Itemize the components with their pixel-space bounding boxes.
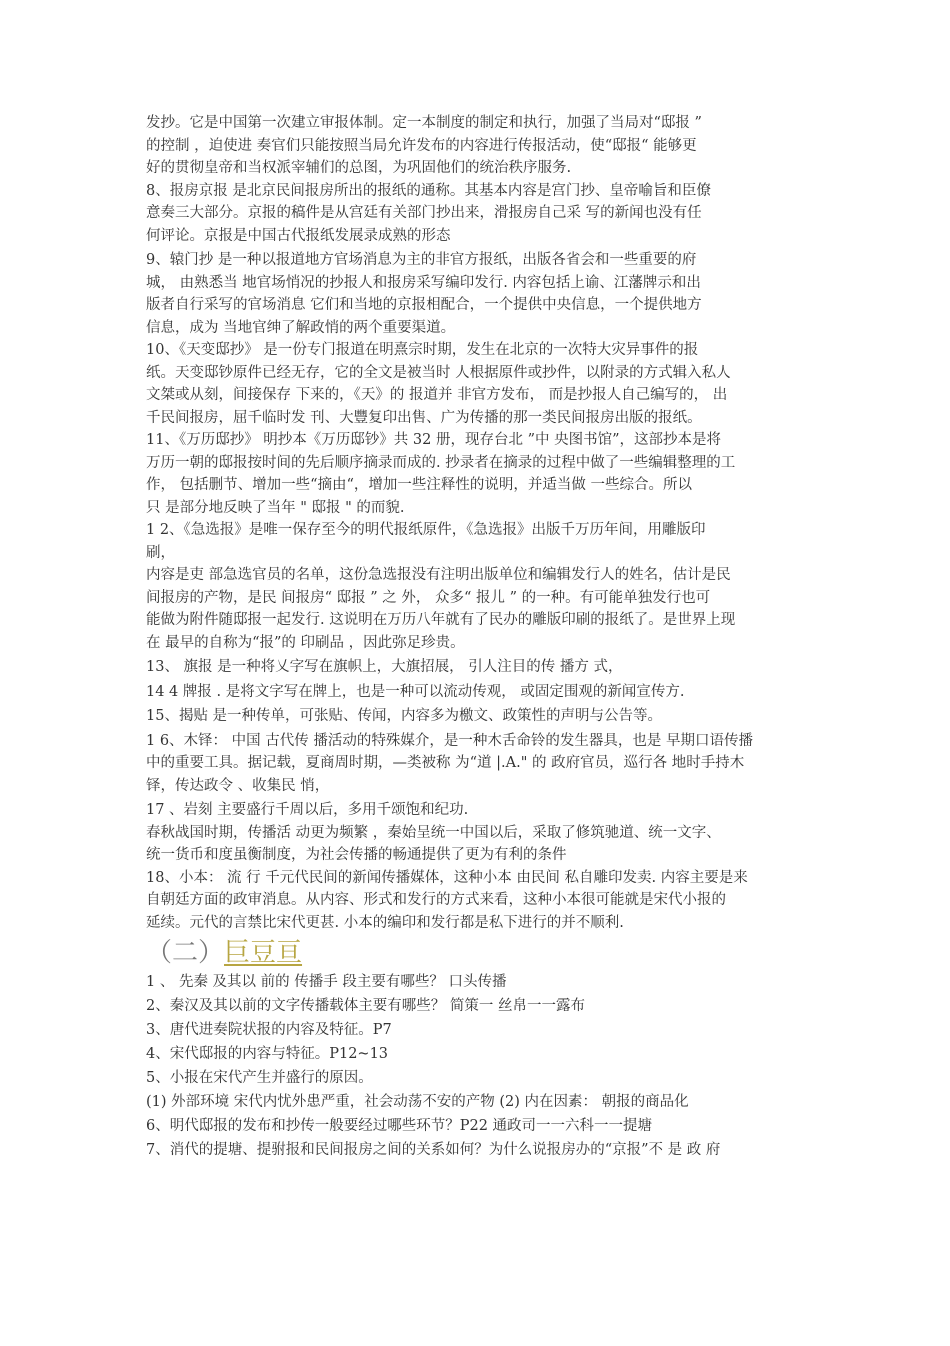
text-line: 文桀或从刻，间接保存 下来的，《天》的 报道并 非官方发布， 而是抄报人自己编写的， 出 [146, 387, 728, 403]
text-line: 纸。天变邸钞原件已经无存，它的全文是被当时 人根据原件或抄件，以附录的方式辑入私人 [146, 364, 731, 381]
text-line: 1 2、《急选报》是唯一保存至今的明代报纸原件，《急选报》出版千万历年间，用雕版印 [146, 522, 706, 538]
text-line: 千民间报房，屈千临时发 刊、大豐复印出售、广为传播的那一类民间报房出版的报纸。 [146, 409, 702, 426]
question-item: (1) 外部环境 宋代内忧外患严重，社会动荡不安的产物 (2) 内在因素： 朝报的商品化 [146, 1094, 689, 1110]
text-line: 版者自行采写的官场消息 它们和当地的京报相配合，一个提供中央信息，一个提供地方 [146, 297, 702, 313]
text-line: 在 最早的自称为“报”的 印刷品 ，因此弥足珍贵。 [146, 634, 465, 651]
question-item: 5、小报在宋代产生并盛行的原因。 [146, 1070, 373, 1086]
paragraph-tianbian-dichao [146, 339, 836, 429]
text-line: 何评论。京报是中国古代报纸发展录成熟的形态 [146, 227, 451, 244]
text-line: 统一货币和度虽衡制度，为社会传播的畅通提供了更为有利的条件 [146, 847, 567, 863]
text-line: 间报房的产物，是民 间报房“ 邸报 ” 之 外， 众多“ 报儿 ” 的一种。有可能单独发行也可 [146, 589, 711, 606]
paragraph-yanke [146, 799, 836, 867]
paragraph-jixuanbao [146, 519, 836, 654]
question-item: 7、消代的提塘、提驸报和民间报房之间的关系如何？为什么说报房办的“京报”不 是 政 府 [146, 1142, 721, 1158]
question-item: 3、唐代进奏院状报的内容及特征。P7 [146, 1022, 392, 1038]
text-line: 延续。元代的言禁比宋代更甚. 小本的编印和发行都是私下进行的并不顺利. [146, 914, 624, 931]
text-line: 春秋战国时期，传播活 动更为频繁 ，秦始呈统一中国以后，采取了修筑驰道、统一文字、 [146, 824, 721, 841]
question-item: 1 、 先秦 及其以 前的 传播手 段主要有哪些？ 口头传播 [146, 974, 507, 990]
paragraph-jingbao [146, 180, 836, 248]
question-list [146, 970, 836, 1162]
section-label: （二） [146, 938, 225, 968]
text-line: 中的重要工具。据记载，夏商周时期，—类被称 为“道 |.A." 的 政府官员，巡行各 地时手持木 [146, 755, 745, 771]
text-line: 能做为附件随邸报一起发行. 这说明在万历八年就有了民办的雕版印刷的报纸了。是世界上现 [146, 612, 736, 628]
paragraph-paibao: 14 4 牌报 . 是将文字写在牌上，也是一种可以流动传观， 或固定围观的新闻宣传方. [146, 683, 685, 700]
text-line: 万历一朝的邸报按时间的先后顺序摘录而成的. 抄录者在摘录的过程中做了一些编辑整理的工 [146, 454, 736, 471]
text-line: 的控制 ，迫使进 奏官们只能按照当局允许发布的内容进行传报活动，使“邸报“ 能够更 [146, 137, 697, 154]
text-line: 城， 由熟悉当 地官场悄况的抄报人和报房采写编印发行. 内容包括上谕、江藩牌示和出 [146, 274, 701, 291]
text-line: 内容是吏 部急选官员的名单，这份急选报没有注明出版单位和编辑发行人的姓名，估计是民 [146, 567, 731, 583]
text-line: 8、报房京报 是北京民间报房所出的报纸的通称。其基本内容是宫门抄、皇帝喻旨和臣僚 [146, 182, 711, 199]
text-line: 1 6、木铎： 中国 古代传 播活动的特殊媒介，是一种木舌命铃的发生器具，也是 早期口语传播 [146, 732, 753, 749]
text-line: 信息，成为 当地官绅了解政悄的两个重要渠道。 [146, 319, 456, 336]
section-heading [146, 936, 836, 970]
section-title: 巨豆亘 [224, 938, 303, 968]
paragraph-xiaoben [146, 867, 836, 935]
question-item: 2、秦汉及其以前的文字传播载体主要有哪些？ 简策一 丝帛一一露布 [146, 998, 585, 1014]
paragraph-wanli-dichao [146, 429, 836, 519]
text-line: 好的贯彻皇帝和当权派宰辅们的总图，为巩固他们的统治秩序服务. [146, 160, 572, 176]
paragraph-qibao: 13、 旗报 是一种将乂字写在旗帜上，大旗招展， 引人注目的传 播方 式， [146, 659, 623, 675]
text-line: 意奏三大部分。京报的稿件是从宫廷有关部门抄出来，滑报房自己采 写的新闻也没有任 [146, 205, 702, 221]
paragraph-jietie: 15、揭贴 是一种传单，可张贴、传闻，内容多为檄文、政策性的声明与公告等。 [146, 708, 663, 724]
paragraph-muduo [146, 730, 836, 798]
text-line: 发抄。它是中国第一次建立审报体制。定一本制度的制定和执行，加强了当局对“邸报 ” [146, 115, 702, 131]
paragraph-yuanmenchao [146, 249, 836, 339]
text-line: 10、《天变邸抄》 是一份专门报道在明熹宗时期，发生在北京的一次特大灾异事件的报 [146, 342, 699, 358]
text-line: 作， 包括删节、增加一些“摘由“，增加一些注释性的说明，并适当做 一些综合。所以 [146, 477, 693, 493]
text-line: 铎，传达政令 、收集民 悄， [146, 777, 330, 794]
text-line: 9、辕门抄 是一种以报道地方官场消息为主的非官方报纸，出版各省会和一些重要的府 [146, 252, 697, 268]
text-line: 11、《万历邸抄》 明抄本《万历邸钞》共 32 册，现存台北 ”中 央图书馆”，这部抄本是将 [146, 432, 722, 448]
text-line: 17 、岩刻 主要盛行千周以后，多用千颂饱和纪功. [146, 802, 469, 818]
text-line: 18、小本： 流 行 千元代民间的新闻传播媒体，这种小本 由民间 私自雕印发卖. 内容主要是来 [146, 869, 748, 886]
text-line: 只 是部分地反映了当年 " 邸报 " 的而貌. [146, 499, 405, 516]
text-line: 自朝廷方面的政审消息。从内容、形式和发行的方式来看，这种小本很可能就是宋代小报的 [146, 892, 726, 908]
document-body [146, 112, 836, 1162]
paragraph-jinzouyuan [146, 112, 836, 180]
question-item: 6、明代邸报的发布和抄传一般要经过哪些环节？P22 通政司一一六科一一提塘 [146, 1118, 653, 1134]
text-line: 刷， [146, 544, 175, 561]
question-item: 4、宋代邸报的内容与特征。P12~13 [146, 1046, 389, 1062]
